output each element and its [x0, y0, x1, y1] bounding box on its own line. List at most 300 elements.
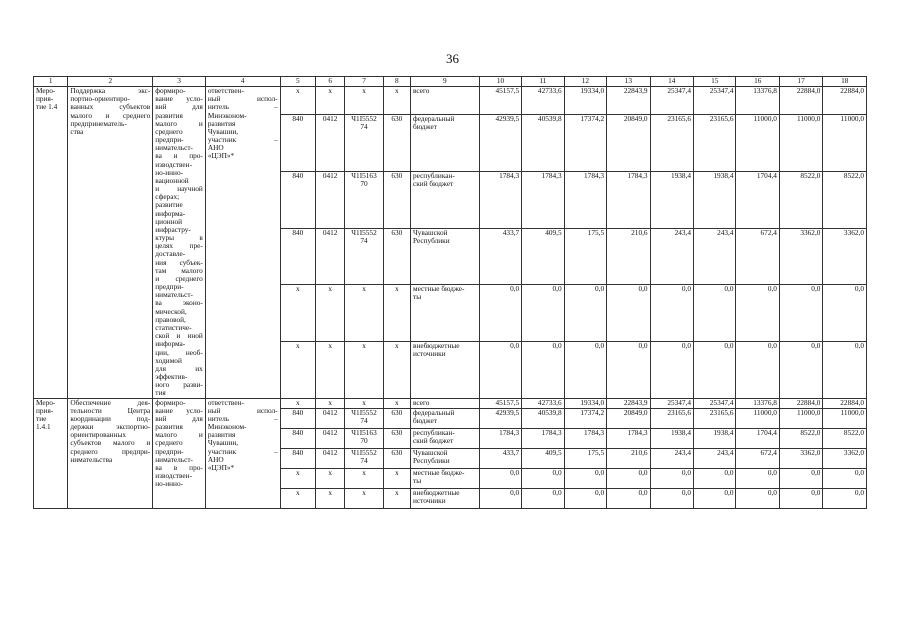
code-cell-c5: 840 [280, 228, 315, 285]
funding-source-cell [411, 488, 480, 508]
text-line: ный испол- [207, 406, 278, 415]
amount-cell: 23165,6 [650, 408, 693, 428]
text-line: мической, [155, 307, 187, 316]
amount-cell: 40539,8 [522, 115, 564, 172]
funding-source-cell [411, 171, 480, 228]
amount-cell: 243,4 [694, 448, 736, 468]
amount-cell: 23165,6 [694, 115, 736, 172]
amount-cell: 0,0 [650, 285, 693, 342]
amount-cell: 243,4 [650, 228, 693, 285]
amount-cell: 1784,3 [564, 428, 606, 448]
text-line: там малого [155, 266, 203, 275]
budget-table [33, 76, 867, 509]
text-line: малого и [155, 119, 203, 128]
amount-cell: 243,4 [650, 448, 693, 468]
code-cell-c5: x [280, 468, 315, 488]
amount-cell: 0,0 [694, 468, 736, 488]
text-line: прия- [36, 95, 54, 104]
amount-cell: 23165,6 [650, 115, 693, 172]
text-line: тия [155, 389, 166, 398]
text-line: среднего [155, 127, 183, 136]
text-line: координации под- [70, 414, 151, 423]
code-cell-c5: 840 [280, 408, 315, 428]
text-line: источники [413, 350, 446, 359]
funding-source-cell [411, 341, 480, 398]
amount-cell: 8522,0 [779, 428, 822, 448]
text-line: Чувашской [413, 448, 448, 457]
amount-cell: 11000,0 [779, 408, 822, 428]
text-line: и среднего [155, 274, 203, 283]
amount-cell: 0,0 [479, 488, 521, 508]
text-line: ва в про- [155, 463, 203, 472]
code-cell-c8: x [383, 341, 410, 398]
amount-cell: 19334,0 [564, 398, 606, 408]
text-line: тие [36, 414, 47, 423]
text-line: ты [413, 476, 422, 485]
amount-cell: 0,0 [736, 468, 779, 488]
amount-cell: 25347,4 [650, 398, 693, 408]
text-line: Чувашской [413, 228, 448, 237]
text-line: Меро- [36, 398, 56, 407]
amount-cell: 0,0 [607, 341, 650, 398]
text-line: вий для [155, 103, 203, 112]
text-line: малого и среднего [70, 111, 151, 120]
amount-cell: 0,0 [607, 468, 650, 488]
text-line: вационной [155, 176, 189, 185]
text-line: но-инно- [155, 168, 184, 177]
text-line: развитие [155, 201, 183, 210]
code-cell-c7: x [345, 488, 383, 508]
code-cell-c8: x [383, 488, 410, 508]
code-cell-c6: x [316, 398, 345, 408]
goal-cell [153, 87, 206, 399]
header-cell: 11 [522, 77, 564, 87]
text-line: и научной [155, 185, 203, 194]
code-cell-c6: x [316, 488, 345, 508]
text-line: Обеспечение дея- [70, 398, 151, 407]
text-line: среднего предпри- [70, 447, 151, 456]
text-line: формиро- [155, 87, 186, 95]
amount-cell: 0,0 [736, 488, 779, 508]
header-cell: 17 [779, 77, 822, 87]
header-cell: 1 [34, 77, 68, 87]
code-cell-c8: x [383, 87, 410, 115]
amount-cell: 0,0 [522, 488, 564, 508]
amount-cell: 22884,0 [823, 398, 867, 408]
code-cell-c8: 630 [383, 228, 410, 285]
text-line: изводствен- [155, 160, 193, 169]
title-cell [68, 87, 153, 399]
header-cell: 3 [153, 77, 206, 87]
amount-cell: 42733,6 [522, 398, 564, 408]
header-cell: 8 [383, 77, 410, 87]
amount-cell: 1938,4 [650, 171, 693, 228]
text-line: всего [413, 87, 430, 95]
text-line: Республики [413, 456, 450, 465]
amount-cell: 3362,0 [779, 448, 822, 468]
amount-cell: 1704,4 [736, 171, 779, 228]
amount-cell: 0,0 [779, 341, 822, 398]
amount-cell: 25347,4 [650, 87, 693, 115]
header-cell: 18 [823, 77, 867, 87]
header-cell: 6 [316, 77, 345, 87]
amount-cell: 1938,4 [694, 171, 736, 228]
amount-cell: 210,6 [607, 448, 650, 468]
amount-cell: 1784,3 [564, 171, 606, 228]
funding-source-cell [411, 448, 480, 468]
amount-cell: 0,0 [522, 468, 564, 488]
funding-source-cell [411, 468, 480, 488]
amount-cell: 3362,0 [779, 228, 822, 285]
event-cell [34, 87, 68, 399]
text-line: Минэконом- [207, 111, 247, 120]
text-line: ванных субъектов [70, 103, 151, 112]
amount-cell: 0,0 [607, 285, 650, 342]
amount-cell: 45157,5 [479, 398, 521, 408]
header-cell: 5 [280, 77, 315, 87]
text-line: участник – [207, 447, 278, 456]
amount-cell: 0,0 [650, 468, 693, 488]
text-line: тельности Центра [70, 406, 151, 415]
amount-cell: 0,0 [779, 285, 822, 342]
funding-source-cell [411, 285, 480, 342]
goal-cell [153, 398, 206, 508]
text-line: «ЦЭП»* [207, 463, 235, 472]
amount-cell: 0,0 [736, 285, 779, 342]
text-line: ответствен- [207, 87, 244, 95]
header-cell: 12 [564, 77, 606, 87]
text-line: вание усло- [155, 95, 203, 104]
text-line: федеральный [413, 408, 455, 417]
text-line: правовой, [155, 315, 186, 324]
code-cell-c7: x [345, 285, 383, 342]
amount-cell: 22884,0 [779, 87, 822, 115]
page-number: 36 [446, 51, 459, 66]
header-cell: 10 [479, 77, 521, 87]
code-cell-c7: Ч1I5552 74 [345, 228, 383, 285]
text-line: Чувашии, [207, 127, 239, 136]
text-line: изводствен- [155, 472, 193, 481]
code-cell-c5: 840 [280, 115, 315, 172]
amount-cell: 0,0 [823, 341, 867, 398]
text-line: предпри- [155, 283, 184, 292]
amount-cell: 42939,5 [479, 115, 521, 172]
text-line: целях пре- [155, 242, 203, 251]
text-line: Поддержка экс- [70, 87, 151, 95]
table-row [34, 87, 867, 115]
amount-cell: 8522,0 [779, 171, 822, 228]
header-row [34, 77, 867, 87]
text-line: Республики [413, 236, 450, 245]
code-cell-c7: Ч1I5163 70 [345, 428, 383, 448]
text-line: вий для [155, 414, 203, 423]
amount-cell: 409,5 [522, 228, 564, 285]
text-line: предпринематель- [70, 119, 127, 128]
text-line: участник – [207, 136, 278, 145]
text-line: прия- [36, 406, 54, 415]
amount-cell: 1938,4 [694, 428, 736, 448]
text-line: информа- [155, 340, 186, 349]
amount-cell: 42939,5 [479, 408, 521, 428]
amount-cell: 0,0 [564, 488, 606, 508]
header-cell: 2 [68, 77, 153, 87]
amount-cell: 0,0 [650, 488, 693, 508]
code-cell-c6: 0412 [316, 448, 345, 468]
code-cell-c8: 630 [383, 428, 410, 448]
text-line: бюджет [413, 416, 437, 425]
amount-cell: 0,0 [823, 468, 867, 488]
text-line: сферах; [155, 193, 180, 202]
text-line: нимательства [70, 455, 113, 464]
text-line: формиро- [155, 398, 186, 407]
amount-cell: 0,0 [694, 488, 736, 508]
text-line: ской и иной [155, 332, 203, 341]
code-cell-c8: 630 [383, 115, 410, 172]
text-line: внебюджетные [413, 341, 460, 350]
code-cell-c7: Ч1I5163 70 [345, 171, 383, 228]
text-line: развития [155, 111, 183, 120]
text-line: нитель – [207, 103, 278, 112]
text-line: ский бюджет [413, 436, 454, 445]
amount-cell: 0,0 [564, 468, 606, 488]
amount-cell: 1784,3 [522, 171, 564, 228]
header-cell: 9 [411, 77, 480, 87]
text-line: вание усло- [155, 406, 203, 415]
code-cell-c7: Ч1I5552 74 [345, 448, 383, 468]
text-line: всего [413, 398, 430, 407]
amount-cell: 3362,0 [823, 228, 867, 285]
amount-cell: 0,0 [564, 341, 606, 398]
text-line: ответствен- [207, 398, 244, 407]
table-row [34, 398, 867, 408]
header-cell: 16 [736, 77, 779, 87]
text-line: статистиче- [155, 323, 192, 332]
code-cell-c6: 0412 [316, 408, 345, 428]
amount-cell: 0,0 [564, 285, 606, 342]
text-line: ный испол- [207, 95, 278, 104]
text-line: предпри- [155, 447, 184, 456]
amount-cell: 25347,4 [694, 87, 736, 115]
amount-cell: 1938,4 [650, 428, 693, 448]
code-cell-c5: x [280, 488, 315, 508]
text-line: держки экспортно- [70, 423, 151, 432]
amount-cell: 22884,0 [779, 398, 822, 408]
amount-cell: 23165,6 [694, 408, 736, 428]
code-cell-c8: 630 [383, 448, 410, 468]
code-cell-c7: Ч1I5552 74 [345, 408, 383, 428]
amount-cell: 0,0 [694, 341, 736, 398]
text-line: республикан- [413, 428, 455, 437]
amount-cell: 1784,3 [479, 171, 521, 228]
text-line: среднего [155, 439, 183, 448]
text-line: ния субъек- [155, 258, 203, 267]
amount-cell: 0,0 [779, 468, 822, 488]
event-cell [34, 398, 68, 508]
amount-cell: 11000,0 [823, 408, 867, 428]
text-line: тие 1.4 [36, 103, 58, 112]
text-line: ский бюджет [413, 180, 454, 189]
text-line: развития [155, 423, 183, 432]
funding-source-cell [411, 408, 480, 428]
text-line: нимательст- [155, 455, 193, 464]
amount-cell: 20849,0 [607, 115, 650, 172]
text-line: ции, необ- [155, 348, 203, 357]
code-cell-c8: 630 [383, 408, 410, 428]
code-cell-c7: x [345, 341, 383, 398]
amount-cell: 0,0 [823, 285, 867, 342]
text-line: нимательст- [155, 291, 193, 300]
text-line: ва и про- [155, 152, 203, 161]
code-cell-c6: 0412 [316, 115, 345, 172]
text-line: Меро- [36, 87, 56, 95]
text-line: ктуры в [155, 234, 203, 243]
code-cell-c5: x [280, 285, 315, 342]
text-line: Чувашии, [207, 439, 239, 448]
text-line: ного разви- [155, 381, 203, 390]
amount-cell: 19334,0 [564, 87, 606, 115]
text-line: ционной [155, 217, 183, 226]
amount-cell: 1784,3 [522, 428, 564, 448]
amount-cell: 1784,3 [479, 428, 521, 448]
executor-cell [205, 87, 280, 399]
text-line: предпри- [155, 136, 184, 145]
amount-cell: 0,0 [522, 341, 564, 398]
amount-cell: 672,4 [736, 228, 779, 285]
amount-cell: 22843,9 [607, 398, 650, 408]
code-cell-c7: Ч1I5552 74 [345, 115, 383, 172]
code-cell-c5: 840 [280, 448, 315, 468]
code-cell-c5: x [280, 87, 315, 115]
text-line: Минэконом- [207, 423, 247, 432]
text-line: для их [155, 364, 203, 373]
text-line: ва эконо- [155, 299, 203, 308]
funding-source-cell [411, 115, 480, 172]
code-cell-c5: 840 [280, 171, 315, 228]
amount-cell: 0,0 [479, 468, 521, 488]
text-line: доставле- [155, 250, 186, 259]
amount-cell: 3362,0 [823, 448, 867, 468]
amount-cell: 0,0 [823, 488, 867, 508]
amount-cell: 22884,0 [823, 87, 867, 115]
text-line: развития [207, 119, 236, 128]
text-line: развития [207, 431, 236, 440]
text-line: федеральный [413, 115, 455, 124]
amount-cell: 175,5 [564, 228, 606, 285]
amount-cell: 11000,0 [823, 115, 867, 172]
text-line: но-инно- [155, 480, 184, 489]
amount-cell: 0,0 [736, 341, 779, 398]
amount-cell: 11000,0 [736, 408, 779, 428]
text-line: источники [413, 496, 446, 505]
text-line: внебюджетные [413, 488, 460, 497]
code-cell-c7: x [345, 87, 383, 115]
code-cell-c7: x [345, 468, 383, 488]
code-cell-c8: x [383, 398, 410, 408]
code-cell-c6: 0412 [316, 171, 345, 228]
text-line: портно-ориентиро- [70, 95, 130, 104]
amount-cell: 0,0 [479, 285, 521, 342]
amount-cell: 8522,0 [823, 428, 867, 448]
amount-cell: 175,5 [564, 448, 606, 468]
text-line: нимательст- [155, 144, 193, 153]
text-line: эффектив- [155, 373, 188, 382]
text-line: республикан- [413, 171, 455, 180]
text-line: ты [413, 293, 422, 302]
amount-cell: 11000,0 [736, 115, 779, 172]
code-cell-c8: 630 [383, 171, 410, 228]
amount-cell: 0,0 [479, 341, 521, 398]
text-line: субъектов малого и [70, 439, 151, 448]
code-cell-c7: x [345, 398, 383, 408]
header-cell: 4 [205, 77, 280, 87]
header-cell: 7 [345, 77, 383, 87]
funding-source-cell [411, 228, 480, 285]
code-cell-c8: x [383, 285, 410, 342]
code-cell-c6: x [316, 468, 345, 488]
code-cell-c6: x [316, 341, 345, 398]
amount-cell: 433,7 [479, 228, 521, 285]
text-line: информа- [155, 209, 186, 218]
amount-cell: 42733,6 [522, 87, 564, 115]
amount-cell: 243,4 [694, 228, 736, 285]
code-cell-c8: x [383, 468, 410, 488]
header-cell: 15 [694, 77, 736, 87]
code-cell-c5: 840 [280, 428, 315, 448]
text-line: местные бюдже- [413, 468, 465, 477]
text-line: АНО [207, 455, 224, 464]
amount-cell: 45157,5 [479, 87, 521, 115]
text-line: ориентированных [70, 431, 127, 440]
text-line: нитель – [207, 414, 278, 423]
code-cell-c6: 0412 [316, 428, 345, 448]
funding-source-cell [411, 428, 480, 448]
text-line: АНО [207, 144, 224, 153]
amount-cell: 40539,8 [522, 408, 564, 428]
amount-cell: 210,6 [607, 228, 650, 285]
title-cell [68, 398, 153, 508]
amount-cell: 1704,4 [736, 428, 779, 448]
amount-cell: 17374,2 [564, 115, 606, 172]
text-line: местные бюдже- [413, 285, 465, 294]
text-line: ства [70, 127, 84, 136]
text-line: ходимой [155, 356, 182, 365]
code-cell-c6: 0412 [316, 228, 345, 285]
text-line: 1.4.1 [36, 423, 51, 432]
amount-cell: 1784,3 [607, 428, 650, 448]
executor-cell [205, 398, 280, 508]
text-line: малого и [155, 431, 203, 440]
code-cell-c5: x [280, 341, 315, 398]
amount-cell: 17374,2 [564, 408, 606, 428]
amount-cell: 0,0 [607, 488, 650, 508]
amount-cell: 8522,0 [823, 171, 867, 228]
amount-cell: 0,0 [522, 285, 564, 342]
text-line: «ЦЭП»* [207, 152, 235, 161]
text-line: инфрастру- [155, 225, 191, 234]
text-line: бюджет [413, 123, 437, 132]
amount-cell: 22843,9 [607, 87, 650, 115]
amount-cell: 0,0 [694, 285, 736, 342]
header-cell: 14 [650, 77, 693, 87]
amount-cell: 409,5 [522, 448, 564, 468]
funding-source-cell [411, 398, 480, 408]
code-cell-c6: x [316, 285, 345, 342]
amount-cell: 13376,8 [736, 87, 779, 115]
amount-cell: 672,4 [736, 448, 779, 468]
amount-cell: 0,0 [779, 488, 822, 508]
amount-cell: 433,7 [479, 448, 521, 468]
code-cell-c6: x [316, 87, 345, 115]
